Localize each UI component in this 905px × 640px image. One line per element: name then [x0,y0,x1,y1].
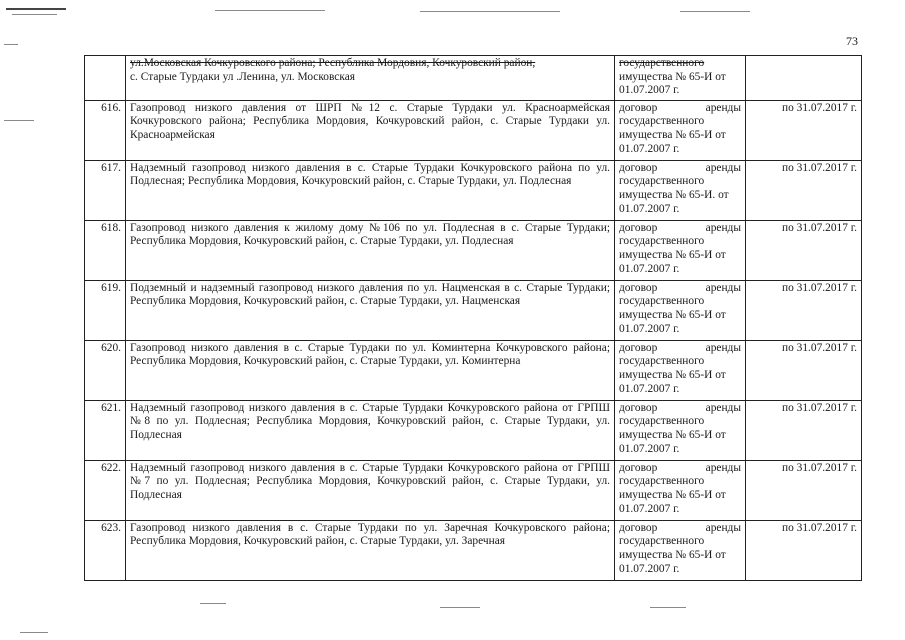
scan-artifact-left-2 [4,120,34,121]
object-description: Газопровод низкого давления в с. Старые Турдаки по ул. Коминтерна Кочкуровского района; Республика Мордовия, Кочкуровский район, с. Старые Турдаки, ул. Коминтерна [126,340,615,400]
lease-basis-cell [615,520,746,580]
basis-line: имущества № 65-И от [619,368,726,381]
lease-basis-cell [615,160,746,220]
scan-artifact-top-left [6,8,66,10]
basis-word-contract: договор [619,221,658,234]
basis-word-lease: аренды [705,221,741,234]
lease-basis-cell [615,400,746,460]
basis-first-line [619,462,741,476]
basis-first-line [619,342,741,356]
basis-line: государственного [619,115,705,128]
lease-term: по 31.07.2017 г. [746,460,862,520]
table-row [85,520,862,580]
object-description: Газопровод низкого давления к жилому дому №106 по ул. Подлесная в с. Старые Турдаки; Республика Мордовия, Кочкуровский район, с. Старые Турдаки, ул. Подлесная [126,220,615,280]
lease-term: по 31.07.2017 г. [746,280,862,340]
lease-term: по 31.07.2017 г. [746,340,862,400]
basis-line: государственного [619,295,705,308]
basis-line: государственного [619,535,705,548]
basis-line: 01.07.2007 г. [619,442,680,455]
basis-line: 01.07.2007 г. [619,262,680,275]
table-row [85,400,862,460]
basis-line: 01.07.2007 г. [619,382,680,395]
continued-name-line-1: ул.Московская Кочкуровского района; Республика Мордовия, Кочкуровский район, [130,57,536,69]
table-row [85,340,862,400]
basis-line: имущества № 65-И от [619,248,726,261]
row-number: 621. [85,400,126,460]
row-number: 617. [85,160,126,220]
basis-line: имущества № 65-И. от [619,188,729,201]
basis-word-lease: аренды [705,101,741,114]
scan-artifact-top-3 [680,11,750,12]
basis-word-lease: аренды [705,521,741,534]
basis-word-contract: договор [619,401,658,414]
table-row [85,220,862,280]
scan-artifact-bottom-3 [650,607,686,608]
basis-line: имущества № 65-И от [619,488,726,501]
basis-word-lease: аренды [705,281,741,294]
lease-term: по 31.07.2017 г. [746,220,862,280]
lease-term: по 31.07.2017 г. [746,400,862,460]
scan-artifact-left [4,44,18,45]
row-number: 620. [85,340,126,400]
object-name-cell [126,56,615,101]
row-number: 619. [85,280,126,340]
basis-line: государственного [619,235,705,248]
object-description: Газопровод низкого давления от ШРП №12 с. Старые Турдаки ул. Красноармейская Кочкуровского района; Республика Мордовия, Кочкуровский район, с. Старые Турдаки ул. Красноармейская [126,100,615,160]
lease-term: по 31.07.2017 г. [746,160,862,220]
basis-word-lease: аренды [705,341,741,354]
scan-artifact-top-left-2 [12,14,57,15]
basis-word-lease: аренды [705,161,741,174]
basis-word-contract: договор [619,281,658,294]
basis-line: 01.07.2007 г. [619,142,680,155]
scan-artifact-bottom-4 [20,632,48,633]
scan-artifact-top-2 [420,11,560,12]
basis-line: государственного [619,355,705,368]
row-number: 616. [85,100,126,160]
scan-artifact-bottom [200,603,226,604]
basis-line: имущества № 65-И от [619,548,726,561]
basis-line: 01.07.2007 г. [619,202,680,215]
basis-line: имущества № 65-И от [619,70,726,83]
basis-line: 01.07.2007 г. [619,322,680,335]
basis-line: 01.07.2007 г. [619,562,680,575]
lease-basis-cell [615,340,746,400]
basis-line: имущества № 65-И от [619,128,726,141]
basis-word-contract: договор [619,161,658,174]
table-row [85,280,862,340]
basis-line: государственного [619,475,705,488]
row-number: 618. [85,220,126,280]
property-registry-table [84,55,862,581]
basis-word-contract: договор [619,101,658,114]
basis-line: государственного [619,415,705,428]
lease-term-cell [746,56,862,101]
lease-basis-cell [615,56,746,101]
object-description: Подземный и надземный газопровод низкого давления по ул. Нацменская в с. Старые Турдаки; Республика Мордовия, Кочкуровский район, с. Старые Турдаки, ул. Нацменская [126,280,615,340]
basis-word-contract: договор [619,461,658,474]
page-number: 73 [846,34,858,48]
object-description: Надземный газопровод низкого давления в с. Старые Турдаки Кочкуровского района по ул. Подлесная; Республика Мордовия, Кочкуровский район, с. Старые Турдаки, ул. Подлесная [126,160,615,220]
scan-artifact-bottom-2 [440,607,480,608]
basis-line: 01.07.2007 г. [619,502,680,515]
basis-word-lease: аренды [705,461,741,474]
basis-first-line [619,102,741,116]
lease-basis-cell [615,460,746,520]
lease-basis-cell [615,220,746,280]
row-number: 622. [85,460,126,520]
lease-basis-cell [615,280,746,340]
object-description: Надземный газопровод низкого давления в с. Старые Турдаки Кочкуровского района от ГРПШ №7 по ул. Подлесная; Республика Мордовия, Кочкуровский район, с. Старые Турдаки, ул. Подлесная [126,460,615,520]
table-row [85,100,862,160]
object-description: Газопровод низкого давления в с. Старые Турдаки по ул. Заречная Кочкуровского района; Республика Мордовия, Кочкуровский район, с. Старые Турдаки, ул. Заречная [126,520,615,580]
basis-line: государственного [619,175,705,188]
basis-first-line [619,522,741,536]
lease-basis-cell [615,100,746,160]
basis-word-lease: аренды [705,401,741,414]
basis-word-contract: договор [619,521,658,534]
object-description: Надземный газопровод низкого давления в с. Старые Турдаки Кочкуровского района от ГРПШ №8 по ул. Подлесная; Республика Мордовия, Кочкуровский район, с. Старые Турдаки, ул. Подлесная [126,400,615,460]
basis-first-line [619,402,741,416]
continued-name-line-2: с. Старые Турдаки ул .Ленина, ул. Московская [130,70,356,83]
table-row [85,160,862,220]
basis-line: имущества № 65-И от [619,308,726,321]
lease-term: по 31.07.2017 г. [746,520,862,580]
row-number: 623. [85,520,126,580]
basis-first-line [619,222,741,236]
scan-artifact-top [215,10,325,11]
row-number-cell [85,56,126,101]
lease-term: по 31.07.2017 г. [746,100,862,160]
basis-word-contract: договор [619,341,658,354]
basis-first-line [619,282,741,296]
basis-line: 01.07.2007 г. [619,84,680,97]
basis-line: имущества № 65-И от [619,428,726,441]
table-row [85,460,862,520]
basis-first-line [619,162,741,176]
basis-line: государственного [619,57,705,69]
table-row-continued [85,56,862,101]
